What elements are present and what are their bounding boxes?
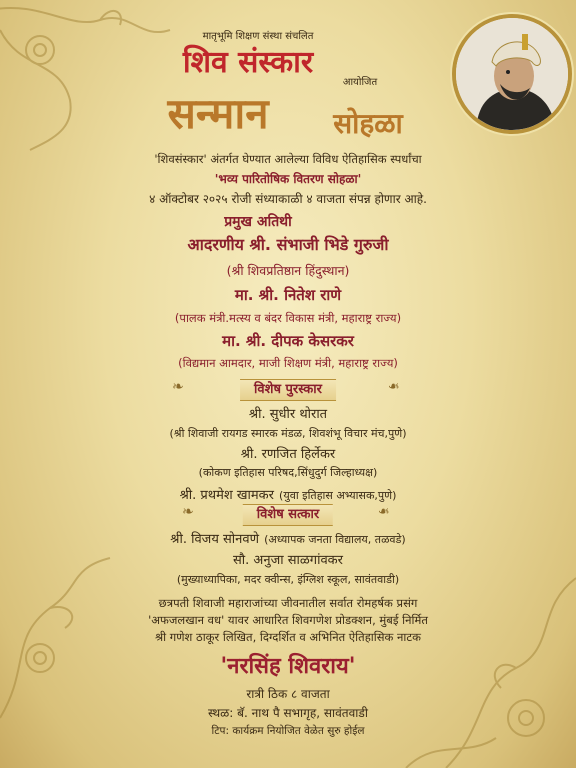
honoree-name: श्री. विजय सोनवणे	[170, 532, 259, 547]
awardee-name: श्री. रणजित हिर्लेकर	[240, 447, 336, 462]
play-description-line: छत्रपती शिवाजी महाराजांच्या जीवनातील सर्वात रोमहर्षक प्रसंग	[158, 596, 418, 610]
awardee-role: (युवा इतिहास अभ्यासक,पुणे)	[279, 489, 397, 502]
awardee-role: (कोकण इतिहास परिषद,सिंधुदुर्ग जिल्हाध्यक्ष)	[198, 466, 378, 479]
honoree-row	[0, 528, 576, 547]
guest-name: मा. श्री. नितेश राणे	[234, 286, 342, 304]
awardee-row	[0, 484, 576, 503]
chief-guests-heading: प्रमुख अतिथी	[224, 214, 292, 230]
floral-ornament-icon: ❧	[378, 504, 390, 520]
honoree-name: सौ. अनुजा साळगांवकर	[233, 553, 343, 568]
awardee-name: श्री. प्रथमेश खामकर	[179, 488, 274, 503]
guest-role: (विद्यमान आमदार, माजी शिक्षण मंत्री, महाराष्ट्र राज्य)	[178, 356, 398, 370]
guest-role: (श्री शिवप्रतिष्ठान हिंदुस्थान)	[226, 263, 350, 278]
show-time: रात्री ठिक ८ वाजता	[246, 687, 330, 701]
floral-ornament-icon: ❧	[388, 379, 400, 395]
intro-line: 'शिवसंस्कार' अंतर्गत घेण्यात आलेल्या विविध ऐतिहासिक स्पर्धांचा	[154, 152, 422, 166]
play-description-line: 'अफजलखान वध' यावर आधारित शिवगणेश प्रोडक्शन, मुंबई निर्मित	[148, 613, 428, 627]
venue: स्थळ: बॅ. नाथ पै सभागृह, सावंतवाडी	[208, 706, 368, 720]
organized-label: आयोजित	[342, 77, 378, 88]
guest-name: मा. श्री. दीपक केसरकर	[222, 332, 354, 350]
special-award-heading: विशेष पुरस्कार	[240, 379, 336, 401]
play-description-line: श्री गणेश ठाकूर लिखित, दिग्दर्शित व अभिनित ऐतिहासिक नाटक	[154, 630, 422, 644]
honoree-role: (मुख्याध्यापिका, मदर क्वीन्स, इंग्लिश स्कूल, सावंतवाडी)	[176, 573, 400, 586]
guest-name: आदरणीय श्री. संभाजी भिडे गुरुजी	[187, 235, 389, 254]
organizer-line: मातृभूमि शिक्षण संस्था संचलित	[202, 31, 314, 42]
honoree-role: (अध्यापक जनता विद्यालय, तळवडे)	[264, 533, 406, 546]
floral-ornament-icon: ❧	[172, 379, 184, 395]
event-title-part1: सन्मान	[167, 89, 269, 138]
special-honor-heading: विशेष सत्कार	[243, 504, 333, 526]
event-title-part2: सोहळा	[333, 107, 403, 140]
brand-title: शिव संस्कार	[182, 45, 314, 80]
awardee-role: (श्री शिवाजी रायगड स्मारक मंडळ, शिवशंभू विचार मंच,पुणे)	[169, 427, 407, 440]
ceremony-title: 'भव्य पारितोषिक वितरण सोहळा'	[214, 172, 362, 186]
floral-ornament-icon: ❧	[182, 504, 194, 520]
timing-note: टिप: कार्यक्रम नियोजित वेळेत सुरु होईल	[211, 725, 365, 737]
awardee-name: श्री. सुधीर थोरात	[248, 407, 328, 422]
guest-role: (पालक मंत्री.मत्स्य व बंदर विकास मंत्री, महाराष्ट्र राज्य)	[174, 311, 402, 325]
date-line: ४ ऑक्टोबर २०२५ रोजी संध्याकाळी ४ वाजता संपन्न होणार आहे.	[149, 192, 427, 206]
play-title: 'नरसिंह शिवराय'	[220, 654, 356, 679]
